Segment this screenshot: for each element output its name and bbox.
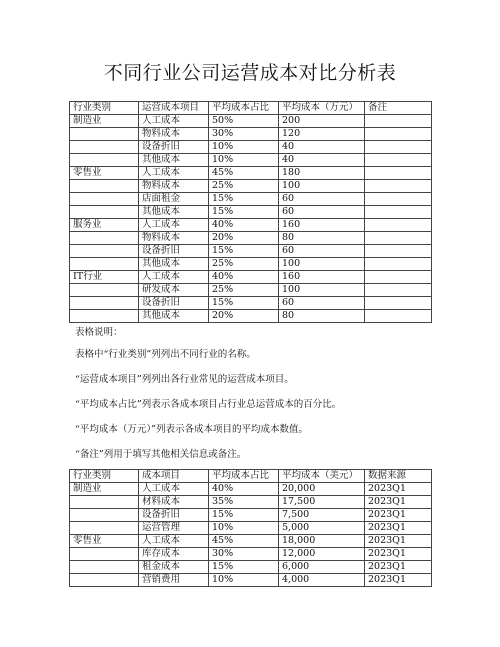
table-cell: 人工成本 (139, 167, 209, 180)
table-row (70, 128, 432, 141)
table-cell: 人工成本 (139, 115, 209, 128)
column-header: 平均成本（万元） (279, 102, 365, 115)
table-cell (365, 310, 432, 323)
table-cell: 7,500 (279, 509, 365, 522)
table-cell (70, 180, 139, 193)
column-header: 运营成本项目 (139, 102, 209, 115)
table-cell: 25% (209, 180, 279, 193)
table-row (70, 180, 432, 193)
table-cell (365, 219, 432, 232)
table-cell: 设备折旧 (139, 509, 209, 522)
table-cell: 100 (279, 284, 365, 297)
table-row (70, 522, 432, 535)
table-cell (70, 509, 139, 522)
table-cell: 100 (279, 258, 365, 271)
table-cell (70, 232, 139, 245)
table-cell: 设备折旧 (139, 141, 209, 154)
table-cell: 25% (209, 284, 279, 297)
table-row (70, 115, 432, 128)
table-cell: 15% (209, 245, 279, 258)
table-cell: 设备折旧 (139, 245, 209, 258)
table-cell: 20% (209, 232, 279, 245)
table-cell: 物料成本 (139, 128, 209, 141)
table-cell: 2023Q1 (365, 548, 432, 561)
table-cell: 200 (279, 115, 365, 128)
notes-heading: 表格说明： (75, 327, 123, 338)
cost-table-usd-header (70, 470, 432, 483)
table-row (70, 548, 432, 561)
table-cell (70, 258, 139, 271)
table-cell: 物料成本 (139, 232, 209, 245)
cost-table-usd-body (70, 483, 432, 587)
table-cell (365, 206, 432, 219)
table-cell: 6,000 (279, 561, 365, 574)
table-cell: 40 (279, 154, 365, 167)
note-line: “运营成本项目”列列出各行业常见的运营成本项目。 (75, 374, 294, 385)
table-cell (365, 232, 432, 245)
table-cell (70, 496, 139, 509)
cost-table-usd (69, 469, 432, 587)
table-cell (70, 297, 139, 310)
table-cell (365, 154, 432, 167)
table-cell (365, 141, 432, 154)
table-row (70, 483, 432, 496)
table-cell: 35% (209, 496, 279, 509)
note-line: “备注”列用于填写其他相关信息或备注。 (75, 449, 247, 460)
table-cell: IT行业 (70, 271, 139, 284)
cost-table-cny (69, 101, 432, 323)
table-cell: 45% (209, 167, 279, 180)
table-cell: 人工成本 (139, 219, 209, 232)
table-row (70, 535, 432, 548)
table-cell: 人工成本 (139, 483, 209, 496)
column-header: 备注 (365, 102, 432, 115)
table-cell: 制造业 (70, 483, 139, 496)
table-cell: 160 (279, 271, 365, 284)
table-cell: 20,000 (279, 483, 365, 496)
table-cell (70, 128, 139, 141)
table-cell: 2023Q1 (365, 483, 432, 496)
table-cell (70, 561, 139, 574)
table-cell: 60 (279, 193, 365, 206)
table-cell: 制造业 (70, 115, 139, 128)
column-header: 行业类别 (70, 102, 139, 115)
table-cell: 20% (209, 310, 279, 323)
table-row (70, 245, 432, 258)
table-cell (70, 154, 139, 167)
cost-table-cny-header (70, 102, 432, 115)
table-cell: 100 (279, 180, 365, 193)
table-cell (365, 271, 432, 284)
table-row (70, 154, 432, 167)
table-cell: 2023Q1 (365, 522, 432, 535)
table-cell: 5,000 (279, 522, 365, 535)
table-cell: 2023Q1 (365, 535, 432, 548)
table-cell: 15% (209, 193, 279, 206)
table-cell: 2023Q1 (365, 496, 432, 509)
table-cell: 40% (209, 271, 279, 284)
table-row (70, 561, 432, 574)
table-cell: 80 (279, 232, 365, 245)
table-row (70, 496, 432, 509)
header-row (70, 102, 432, 115)
table-cell: 120 (279, 128, 365, 141)
document-title: 不同行业公司运营成本对比分析表 (103, 62, 397, 84)
table-cell: 营销费用 (139, 574, 209, 587)
table-cell: 10% (209, 522, 279, 535)
table-cell (365, 297, 432, 310)
table-cell: 10% (209, 574, 279, 587)
table-cell (365, 258, 432, 271)
table-cell (365, 284, 432, 297)
table-cell: 15% (209, 509, 279, 522)
table-cell: 12,000 (279, 548, 365, 561)
table-cell: 17,500 (279, 496, 365, 509)
table-cell: 15% (209, 206, 279, 219)
table-cell: 零售业 (70, 535, 139, 548)
table-cell: 60 (279, 206, 365, 219)
table-row (70, 232, 432, 245)
table-cell: 人工成本 (139, 535, 209, 548)
column-header: 平均成本（美元） (279, 470, 365, 483)
table-cell: 物料成本 (139, 180, 209, 193)
table-cell: 其他成本 (139, 258, 209, 271)
table-cell: 15% (209, 297, 279, 310)
table-cell: 2023Q1 (365, 509, 432, 522)
table-row (70, 141, 432, 154)
table-row (70, 258, 432, 271)
table-cell (365, 167, 432, 180)
column-header: 成本项目 (139, 470, 209, 483)
table-cell (70, 522, 139, 535)
table-cell: 店面租金 (139, 193, 209, 206)
table-cell: 库存成本 (139, 548, 209, 561)
table-cell: 30% (209, 128, 279, 141)
table-cell: 设备折旧 (139, 297, 209, 310)
table-cell: 其他成本 (139, 154, 209, 167)
table-cell: 160 (279, 219, 365, 232)
table-cell: 45% (209, 535, 279, 548)
table-cell: 人工成本 (139, 271, 209, 284)
table-cell: 180 (279, 167, 365, 180)
table-cell: 其他成本 (139, 310, 209, 323)
table-row (70, 297, 432, 310)
table-cell: 研发成本 (139, 284, 209, 297)
note-line: “平均成本（万元）”列表示各成本项目的平均成本数值。 (75, 424, 308, 435)
cost-table-cny-body (70, 115, 432, 323)
table-cell: 零售业 (70, 167, 139, 180)
table-cell (365, 245, 432, 258)
table-cell: 18,000 (279, 535, 365, 548)
table-row (70, 271, 432, 284)
table-cell: 50% (209, 115, 279, 128)
table-cell: 10% (209, 154, 279, 167)
column-header: 平均成本占比 (209, 470, 279, 483)
table-row (70, 509, 432, 522)
table-cell: 40% (209, 483, 279, 496)
table-cell (70, 548, 139, 561)
column-header: 数据来源 (365, 470, 432, 483)
table-cell: 60 (279, 245, 365, 258)
table-row (70, 574, 432, 587)
column-header: 平均成本占比 (209, 102, 279, 115)
table-cell (365, 180, 432, 193)
table-row (70, 310, 432, 323)
table-cell: 40 (279, 141, 365, 154)
table-cell: 30% (209, 548, 279, 561)
note-line: “平均成本占比”列表示各成本项目占行业总运营成本的百分比。 (75, 399, 342, 410)
table-cell: 4,000 (279, 574, 365, 587)
table-cell (365, 128, 432, 141)
table-cell: 80 (279, 310, 365, 323)
table-cell: 材料成本 (139, 496, 209, 509)
table-cell: 2023Q1 (365, 561, 432, 574)
table-cell (70, 206, 139, 219)
table-cell: 60 (279, 297, 365, 310)
header-row (70, 470, 432, 483)
table-cell (365, 193, 432, 206)
table-row (70, 193, 432, 206)
table-cell: 10% (209, 141, 279, 154)
table-cell (70, 193, 139, 206)
table-cell: 其他成本 (139, 206, 209, 219)
table-cell (70, 310, 139, 323)
table-cell: 2023Q1 (365, 574, 432, 587)
table-cell: 25% (209, 258, 279, 271)
table-cell: 运营管理 (139, 522, 209, 535)
table-row (70, 284, 432, 297)
table-row (70, 167, 432, 180)
table-cell: 租金成本 (139, 561, 209, 574)
table-row (70, 206, 432, 219)
table-cell (70, 245, 139, 258)
table-cell (365, 115, 432, 128)
table-cell (70, 284, 139, 297)
table-cell: 服务业 (70, 219, 139, 232)
column-header: 行业类别 (70, 470, 139, 483)
table-cell: 40% (209, 219, 279, 232)
table-cell: 15% (209, 561, 279, 574)
table-cell (70, 574, 139, 587)
note-line: 表格中“行业类别”列列出不同行业的名称。 (75, 349, 256, 360)
table-row (70, 219, 432, 232)
table-cell (70, 141, 139, 154)
